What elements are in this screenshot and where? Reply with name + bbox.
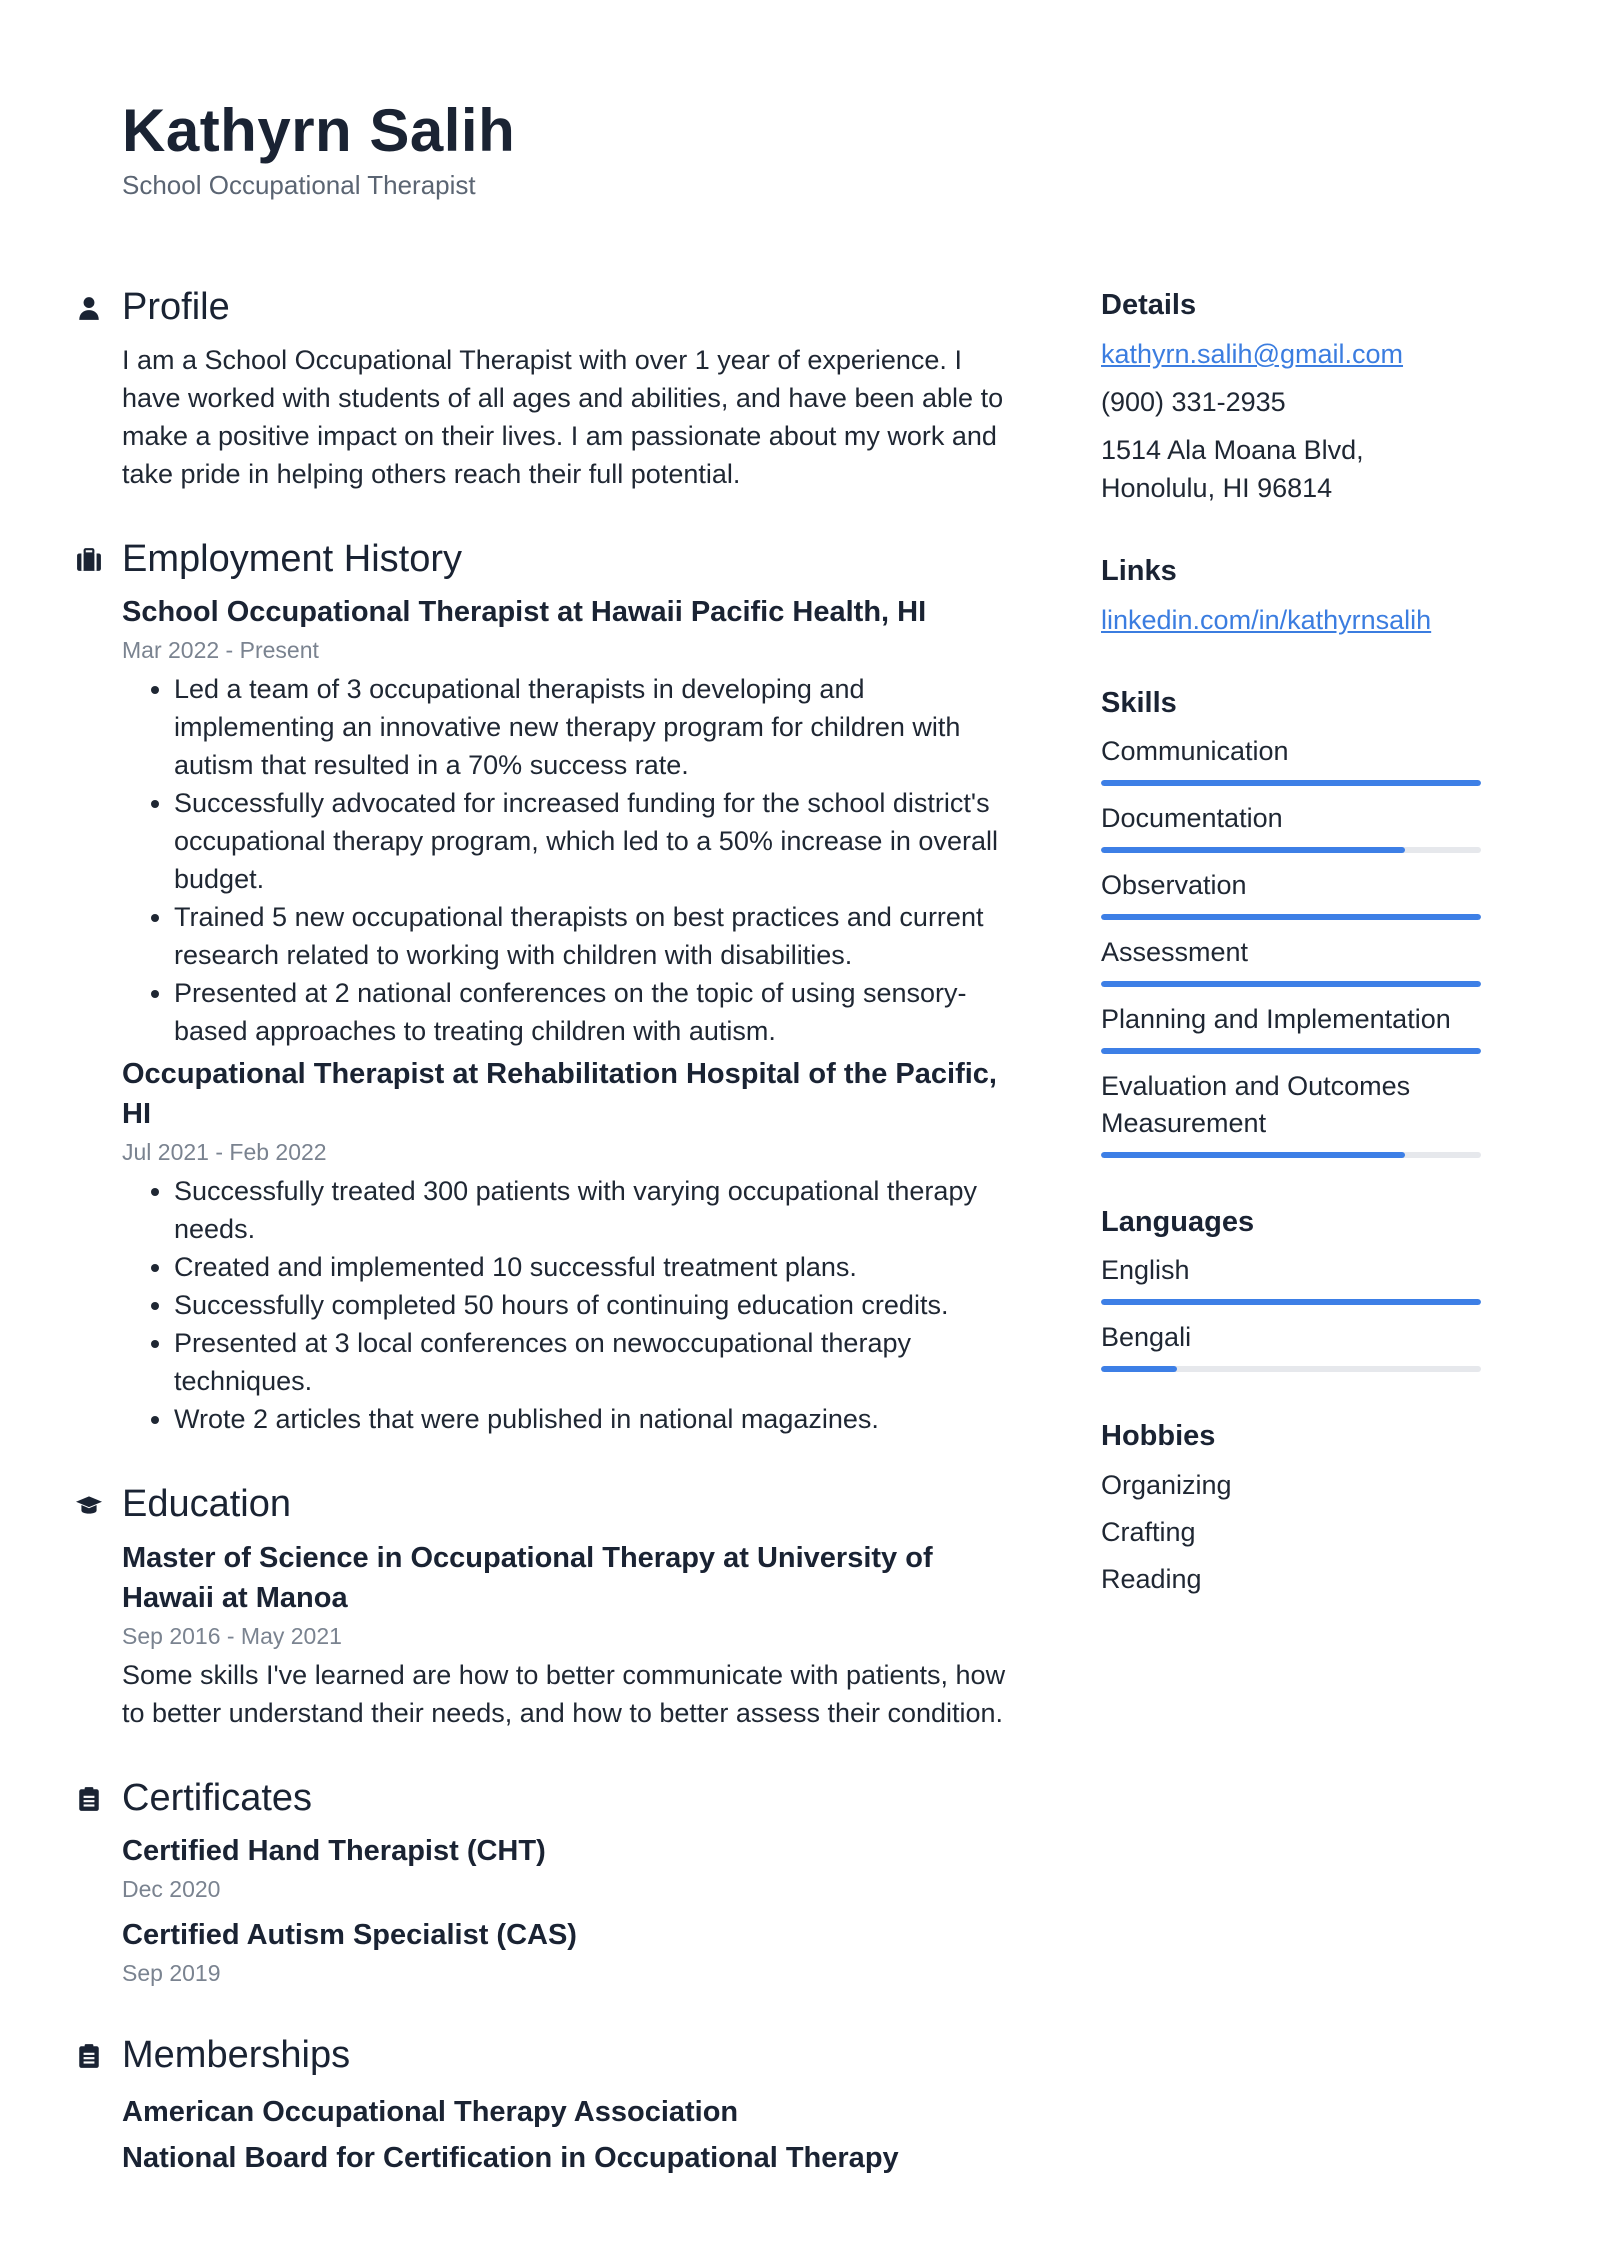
- candidate-title: School Occupational Therapist: [122, 170, 476, 200]
- job-title: Occupational Therapist at Rehabilitation Hospital of the Pacific, HI: [122, 1058, 997, 1131]
- skills-list: [1101, 733, 1481, 1158]
- languages-section: [1101, 1202, 1481, 1372]
- address: 1514 Ala Moana Blvd, Honolulu, HI 96814: [1101, 435, 1364, 503]
- job-dates: Jul 2021 - Feb 2022: [122, 1139, 327, 1166]
- language-item: [1101, 1319, 1481, 1372]
- language-level-bar: [1101, 1299, 1481, 1305]
- skill-level-bar: [1101, 914, 1481, 920]
- graduation-cap-icon: [76, 1492, 102, 1518]
- job-bullet: • Created and implemented 10 successful treatment plans.: [174, 1248, 1012, 1286]
- job-bullets: [122, 1172, 1012, 1438]
- skill-level-bar: [1101, 981, 1481, 987]
- language-level-fill: [1101, 1299, 1481, 1305]
- skills-heading: Skills: [1101, 687, 1177, 719]
- job-bullets: [122, 670, 1012, 1050]
- person-icon: [76, 295, 102, 321]
- membership-item: National Board for Certification in Occupational Therapy: [122, 2141, 899, 2174]
- main-column: [122, 285, 1012, 2225]
- skill-name: Planning and Implementation: [1101, 1004, 1451, 1034]
- skill-level-fill: [1101, 780, 1481, 786]
- job-bullet: • Led a team of 3 occupational therapists in developing and implementing an innovative new therapy program for children with autism that resulted in a 70% success rate.: [174, 670, 1012, 784]
- certificate-item: [122, 1915, 1012, 1989]
- skill-level-bar: [1101, 847, 1481, 853]
- memberships-heading: Memberships: [122, 2034, 351, 2077]
- profile-text: I am a School Occupational Therapist with over 1 year of experience. I have worked with students of all ages and abilities, and have been able to make a positive impact on their lives. I am passionate about my work and take pride in helping others reach their full potential.: [122, 344, 1004, 489]
- skill-item: [1101, 1001, 1481, 1054]
- certificate-date: Dec 2020: [122, 1876, 221, 1903]
- certificate-date: Sep 2019: [122, 1960, 221, 1987]
- job-bullet: • Presented at 2 national conferences on the topic of using sensory-based approaches to treating children with autism.: [174, 974, 1012, 1050]
- education-heading: Education: [122, 1483, 292, 1526]
- certificate-name: Certified Autism Specialist (CAS): [122, 1919, 577, 1952]
- details-heading: Details: [1101, 289, 1197, 321]
- degree-title: Master of Science in Occupational Therapy at University of Hawaii at Manoa: [122, 1541, 933, 1614]
- details-section: [1101, 285, 1481, 507]
- hobby-item: Crafting: [1101, 1517, 1196, 1547]
- links-section: [1101, 551, 1481, 639]
- links-heading: Links: [1101, 555, 1177, 587]
- job-bullet: • Successfully treated 300 patients with varying occupational therapy needs.: [174, 1172, 1012, 1248]
- skill-level-bar: [1101, 780, 1481, 786]
- language-item: [1101, 1252, 1481, 1305]
- skill-level-fill: [1101, 914, 1481, 920]
- phone-number: (900) 331-2935: [1101, 387, 1286, 417]
- skill-level-bar: [1101, 1152, 1481, 1158]
- linkedin-link[interactable]: linkedin.com/in/kathyrnsalih: [1101, 605, 1432, 635]
- certificates-heading: Certificates: [122, 1776, 313, 1819]
- language-level-bar: [1101, 1366, 1481, 1372]
- skill-item: [1101, 867, 1481, 920]
- profile-section: [122, 285, 1012, 493]
- certificates-section: [122, 1776, 1012, 1990]
- job-bullet: • Presented at 3 local conferences on newoccupational therapy techniques.: [174, 1324, 1012, 1400]
- resume-header: [122, 98, 515, 201]
- candidate-name: Kathyrn Salih: [122, 97, 516, 164]
- certificate-item: [122, 1831, 1012, 1905]
- job-bullet: • Wrote 2 articles that were published in national magazines.: [174, 1400, 1012, 1438]
- job-entry: [122, 1054, 1012, 1438]
- sidebar-column: [1101, 285, 1481, 1642]
- language-level-fill: [1101, 1366, 1177, 1372]
- hobby-item: Reading: [1101, 1564, 1202, 1594]
- languages-heading: Languages: [1101, 1206, 1255, 1238]
- certificate-name: Certified Hand Therapist (CHT): [122, 1835, 546, 1868]
- briefcase-icon: [76, 547, 102, 573]
- skill-level-bar: [1101, 1048, 1481, 1054]
- skills-section: [1101, 683, 1481, 1158]
- job-bullet: • Successfully completed 50 hours of continuing education credits.: [174, 1286, 1012, 1324]
- skill-level-fill: [1101, 981, 1481, 987]
- language-name: English: [1101, 1255, 1190, 1285]
- skill-level-fill: [1101, 847, 1405, 853]
- skill-name: Evaluation and Outcomes Measurement: [1101, 1071, 1411, 1138]
- skill-name: Observation: [1101, 870, 1247, 900]
- employment-section: [122, 537, 1012, 1439]
- skill-name: Documentation: [1101, 803, 1283, 833]
- degree-dates: Sep 2016 - May 2021: [122, 1622, 342, 1649]
- skill-item: [1101, 1068, 1481, 1158]
- hobbies-heading: Hobbies: [1101, 1420, 1216, 1452]
- memberships-section: [122, 2033, 1012, 2181]
- skill-name: Communication: [1101, 736, 1289, 766]
- job-title: School Occupational Therapist at Hawaii Pacific Health, HI: [122, 596, 927, 629]
- skill-item: [1101, 733, 1481, 786]
- education-section: [122, 1482, 1012, 1732]
- skill-level-fill: [1101, 1048, 1481, 1054]
- hobby-item: Organizing: [1101, 1470, 1232, 1500]
- skill-item: [1101, 800, 1481, 853]
- language-name: Bengali: [1101, 1322, 1192, 1352]
- employment-heading: Employment History: [122, 537, 462, 580]
- job-entry: [122, 592, 1012, 1050]
- clipboard-icon: [76, 1786, 102, 1812]
- profile-heading: Profile: [122, 286, 230, 328]
- skill-name: Assessment: [1101, 937, 1249, 967]
- membership-item: American Occupational Therapy Association: [122, 2095, 739, 2128]
- job-dates: Mar 2022 - Present: [122, 637, 319, 664]
- skill-level-fill: [1101, 1152, 1405, 1158]
- email-link[interactable]: kathyrn.salih@gmail.com: [1101, 339, 1404, 369]
- clipboard-icon: [76, 2043, 102, 2069]
- languages-list: [1101, 1252, 1481, 1372]
- hobbies-section: [1101, 1416, 1481, 1598]
- job-bullet: • Successfully advocated for increased funding for the school district's occupational therapy program, which led to a 50% increase in overall budget.: [174, 784, 1012, 898]
- job-bullet: • Trained 5 new occupational therapists on best practices and current research related to working with children with disabilities.: [174, 898, 1012, 974]
- education-text: Some skills I've learned are how to better communicate with patients, how to better understand their needs, and how to better assess their condition.: [122, 1659, 1006, 1728]
- skill-item: [1101, 934, 1481, 987]
